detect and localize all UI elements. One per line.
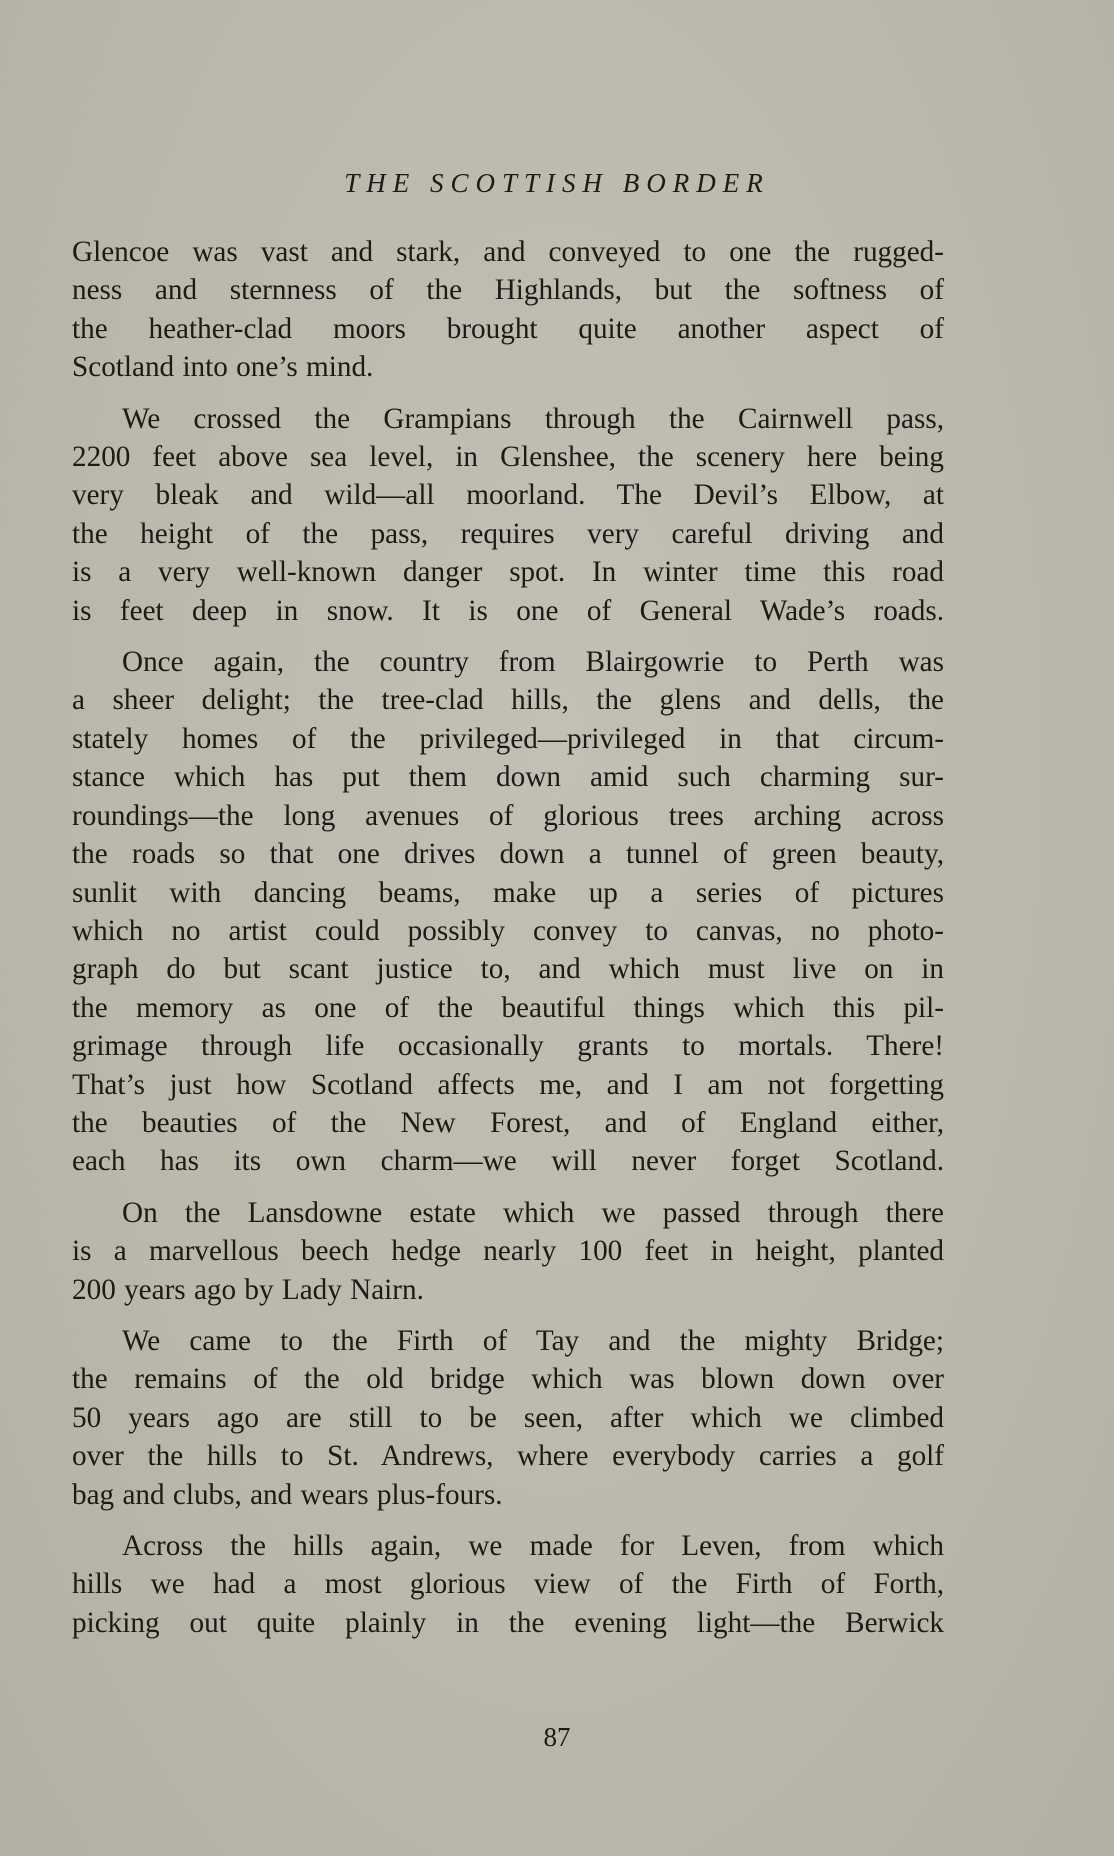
- paragraph-2: [72, 400, 944, 630]
- text-line: sunlit with dancing beams, make up a series of pictures: [72, 876, 944, 909]
- text-line: a sheer delight; the tree-clad hills, the glens and dells, the: [72, 684, 944, 717]
- text-line: stance which has put them down amid such charming sur-: [72, 761, 944, 794]
- text-line: is feet deep in snow. It is one of General Wade’s roads.: [72, 594, 944, 627]
- text-line: which no artist could possibly convey to canvas, no photo-: [72, 914, 944, 947]
- text-line: Glencoe was vast and stark, and conveyed to one the rugged-: [72, 236, 944, 268]
- text-line: the heather-clad moors brought quite another aspect of: [72, 312, 944, 345]
- text-line: 50 years ago are still to be seen, after which we climbed: [72, 1401, 944, 1434]
- text-line: graph do but scant justice to, and which must live on in: [72, 953, 944, 986]
- paragraph-4: [72, 1194, 944, 1309]
- text-line: each has its own charm—we will never forget Scotland.: [72, 1145, 944, 1178]
- paragraph-5: [72, 1322, 944, 1514]
- text-line: We crossed the Grampians through the Cairnwell pass,: [122, 402, 944, 435]
- text-line: Scotland into one’s mind.: [72, 351, 374, 384]
- text-line: That’s just how Scotland affects me, and I am not forgetting: [72, 1068, 944, 1101]
- text-line: Across the hills again, we made for Leven, from which: [122, 1530, 944, 1562]
- text-line: the beauties of the New Forest, and of England either,: [72, 1106, 944, 1139]
- text-line: Once again, the country from Blairgowrie to Perth was: [122, 646, 944, 679]
- text-line: On the Lansdowne estate which we passed through there: [122, 1196, 944, 1229]
- text-line: 2200 feet above sea level, in Glenshee, the scenery here being: [72, 441, 944, 474]
- text-line: roundings—the long avenues of glorious trees arching across: [72, 799, 944, 832]
- paragraph-1: [72, 233, 944, 387]
- text-line: stately homes of the privileged—privileged in that circum-: [72, 722, 944, 755]
- running-head: THE SCOTTISH BORDER: [344, 168, 770, 198]
- text-line: the height of the pass, requires very careful driving and: [72, 517, 944, 550]
- paragraph-6: [72, 1527, 944, 1642]
- text-line: over the hills to St. Andrews, where everybody carries a golf: [72, 1440, 944, 1473]
- text-line: ness and sternness of the Highlands, but the softness of: [72, 274, 944, 307]
- text-line: the remains of the old bridge which was blown down over: [72, 1363, 944, 1396]
- page-number: 87: [543, 1722, 571, 1752]
- paragraph-3: [72, 643, 944, 1181]
- text-line: We came to the Firth of Tay and the mighty Bridge;: [122, 1324, 944, 1357]
- text-line: picking out quite plainly in the evening light—the Berwick: [72, 1606, 944, 1639]
- text-line: very bleak and wild—all moorland. The Devil’s Elbow, at: [72, 479, 944, 512]
- text-line: is a marvellous beech hedge nearly 100 feet in height, planted: [72, 1235, 944, 1268]
- text-line: bag and clubs, and wears plus-fours.: [72, 1478, 503, 1511]
- text-line: the memory as one of the beautiful things which this pil-: [72, 991, 944, 1024]
- text-line: hills we had a most glorious view of the Firth of Forth,: [72, 1568, 944, 1601]
- text-line: the roads so that one drives down a tunnel of green beauty,: [72, 838, 944, 871]
- text-line: grimage through life occasionally grants to mortals. There!: [72, 1030, 944, 1063]
- text-line: is a very well-known danger spot. In winter time this road: [72, 556, 944, 589]
- text-line: 200 years ago by Lady Nairn.: [72, 1273, 424, 1306]
- body-text: [72, 233, 944, 1655]
